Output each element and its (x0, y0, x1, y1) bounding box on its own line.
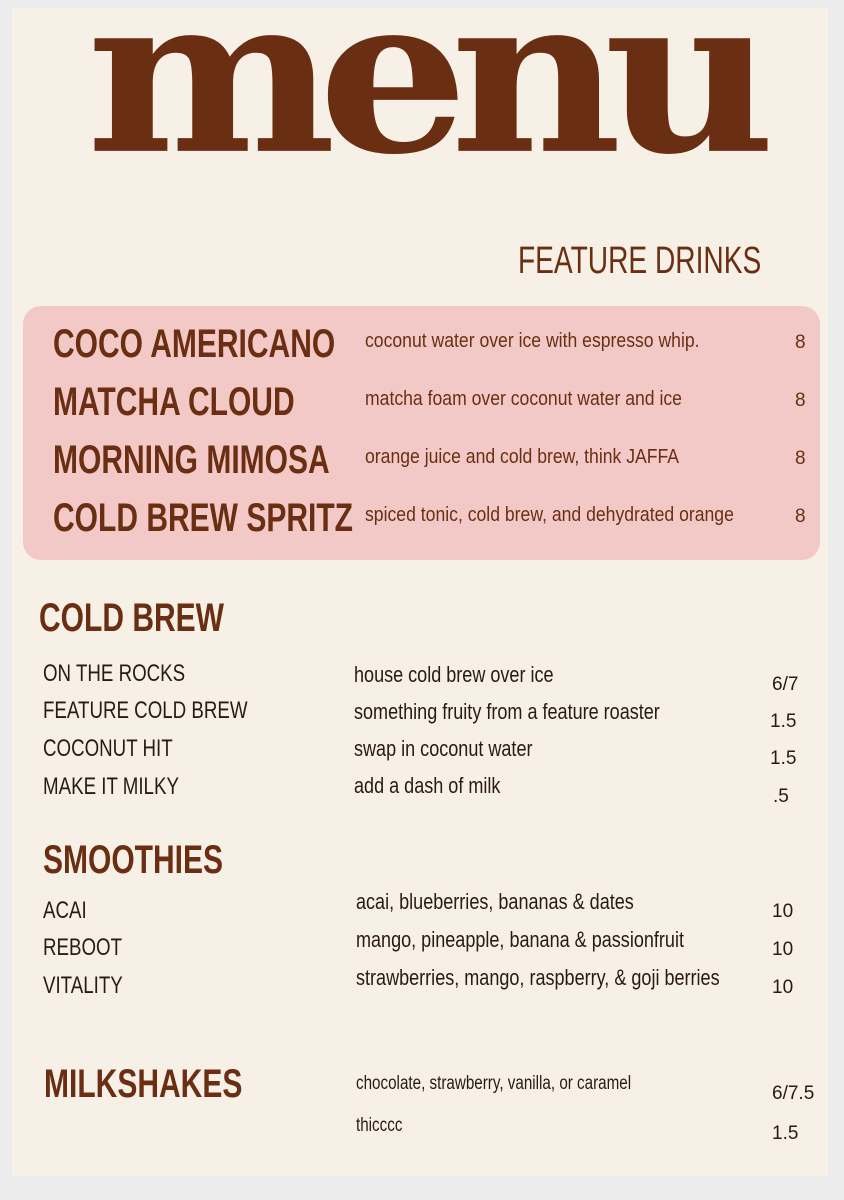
feature-item-desc: orange juice and cold brew, think JAFFA (365, 446, 680, 468)
smoothie-item-price: 10 (772, 977, 794, 998)
feature-item-desc: matcha foam over coconut water and ice (365, 388, 682, 410)
cold-brew-item-price: .5 (773, 786, 789, 807)
feature-item-price: 8 (795, 390, 806, 411)
feature-drinks-heading: FEATURE DRINKS (518, 240, 762, 282)
cold-brew-item-price: 1.5 (770, 748, 797, 769)
cold-brew-item-name: MAKE IT MILKY (43, 773, 179, 800)
feature-item-price: 8 (795, 506, 806, 527)
feature-item-name: MORNING MIMOSA (53, 438, 330, 482)
feature-item-price: 8 (795, 448, 806, 469)
cold-brew-heading: COLD BREW (39, 596, 224, 640)
milkshake-price: 1.5 (772, 1123, 799, 1144)
smoothie-item-name: REBOOT (43, 934, 123, 961)
cold-brew-item-price: 6/7 (772, 674, 799, 695)
feature-item-desc: coconut water over ice with espresso whip. (365, 330, 700, 352)
milkshakes-heading: MILKSHAKES (44, 1062, 243, 1106)
feature-item-name: COCO AMERICANO (53, 322, 336, 366)
cold-brew-item-desc: house cold brew over ice (354, 662, 554, 687)
smoothie-item-desc: mango, pineapple, banana & passionfruit (356, 927, 684, 952)
smoothies-heading: SMOOTHIES (43, 838, 224, 882)
cold-brew-item-name: FEATURE COLD BREW (43, 697, 248, 724)
menu-page (12, 0, 828, 1176)
milkshake-price: 6/7.5 (772, 1083, 815, 1104)
smoothie-item-name: VITALITY (43, 972, 123, 999)
smoothie-item-price: 10 (772, 901, 794, 922)
milkshake-desc: chocolate, strawberry, vanilla, or caramel (356, 1073, 632, 1094)
cold-brew-item-desc: add a dash of milk (354, 773, 501, 798)
cold-brew-item-desc: something fruity from a feature roaster (354, 699, 660, 724)
milkshake-desc: thicccc (356, 1115, 403, 1136)
smoothie-item-name: ACAI (43, 897, 87, 924)
cold-brew-item-name: COCONUT HIT (43, 735, 173, 762)
smoothie-item-price: 10 (772, 939, 794, 960)
feature-item-desc: spiced tonic, cold brew, and dehydrated orange (365, 504, 734, 526)
feature-item-name: MATCHA CLOUD (53, 380, 295, 424)
feature-item-price: 8 (795, 332, 806, 353)
smoothie-item-desc: acai, blueberries, bananas & dates (356, 889, 634, 914)
cold-brew-item-name: ON THE ROCKS (43, 660, 186, 687)
smoothie-item-desc: strawberries, mango, raspberry, & goji berries (356, 965, 720, 990)
feature-drinks-box (23, 306, 820, 560)
feature-item-name: COLD BREW SPRITZ (53, 496, 353, 540)
cold-brew-item-price: 1.5 (770, 711, 797, 732)
cold-brew-item-desc: swap in coconut water (354, 736, 533, 761)
menu-title: menu (86, 0, 758, 203)
